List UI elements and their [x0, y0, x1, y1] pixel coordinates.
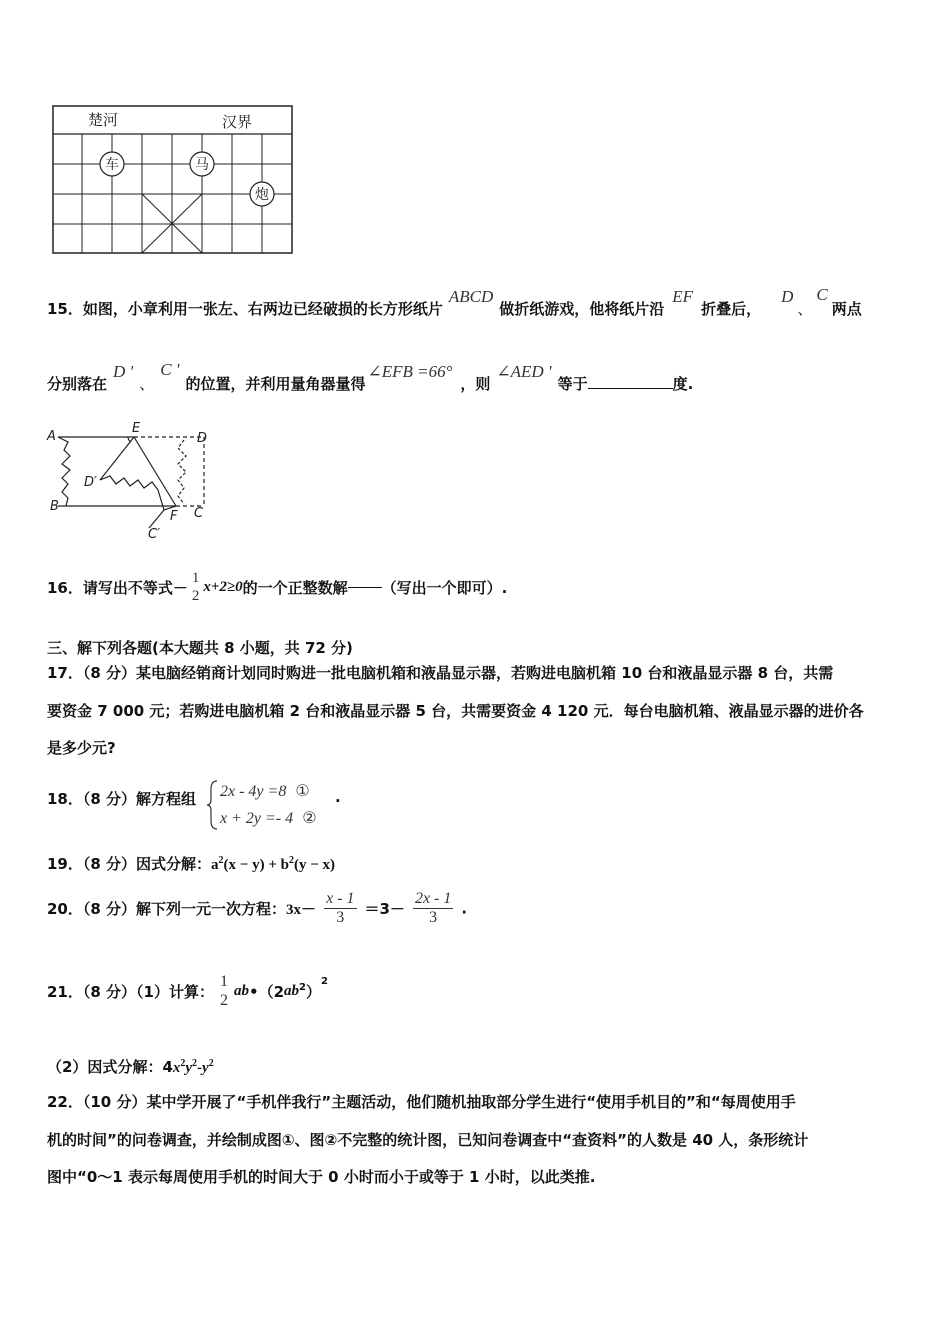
q21-line — [47, 973, 328, 1010]
q22-line-3: 图中“0～1 表示每周使用手机的时间大于 0 小时而小于或等于 1 小时，以此类推. — [47, 1168, 596, 1186]
q15-dprime: D ' — [113, 362, 134, 381]
q20-equals: ＝3－ — [364, 900, 405, 918]
q21-dot: •（2 — [248, 983, 285, 1001]
q19-expression: $a^2(x - y) + b^2(y - x)$ — [211, 855, 336, 873]
q18-equation-1 — [220, 781, 310, 801]
chess-board-figure — [52, 105, 294, 255]
fold-edge-ef — [134, 437, 176, 506]
q15-text-9: 度. — [672, 375, 694, 393]
q15-line-2 — [47, 360, 694, 394]
q16-text-3: （写出一个即可）. — [381, 579, 508, 597]
q20-lhs: 3x－ — [286, 902, 317, 918]
folded-torn-edge — [100, 476, 164, 510]
river-label-left: 楚河 — [88, 111, 119, 129]
q21-fraction: 1 2 — [219, 973, 228, 1009]
q15-c: C — [816, 285, 828, 304]
q19-line — [47, 853, 335, 874]
q16-line — [47, 570, 507, 605]
folded-top-edge — [100, 437, 134, 480]
q16-fraction: 1 2 — [191, 570, 200, 604]
section-3-heading: 三、解下列各题(本大题共 8 小题，共 72 分) — [47, 639, 353, 657]
angle-mark-e — [128, 437, 131, 442]
q16-answer-blank[interactable] — [348, 587, 382, 588]
label-B: B — [50, 499, 59, 514]
q15-angle-efb: ∠EFB =66° — [367, 362, 453, 381]
q16-expr: x+2≥0 — [203, 579, 243, 595]
svg-text:马: 马 — [195, 157, 209, 173]
q19-label: 19．（8 分）因式分解： — [47, 855, 212, 873]
q21b-expression: $x^2y^2-y^2$ — [172, 1058, 214, 1076]
q22-line-2: 机的时间”的问卷调查，并绘制成图①、图②不完整的统计图，已知问卷调查中“查资料”的人数是 40 人，条形统计 — [47, 1131, 809, 1149]
chess-piece-ma — [190, 152, 214, 176]
q20-end: . — [461, 899, 468, 918]
q18-eq2-mark: ② — [302, 810, 317, 827]
q15-sep: 、 — [797, 300, 813, 318]
q15-text-6: 的位置，并利用量角器量得 — [185, 375, 366, 393]
q22-line-1: 22．（10 分）某中学开展了“手机伴我行”主题活动，他们随机抽取部分学生进行“使用手机目的”和“每周使用手 — [47, 1093, 796, 1111]
left-torn-edge — [58, 437, 70, 506]
q15-text-3: 折叠后， — [701, 300, 762, 318]
q15-sep-2: 、 — [139, 375, 155, 393]
q18-eq1-mark: ① — [295, 783, 310, 800]
q15-text-4: 两点 — [831, 300, 862, 318]
q21-close: ） — [305, 983, 321, 1001]
q21b-label: （2）因式分解：4 — [47, 1058, 173, 1076]
fold-figure — [44, 420, 219, 542]
q20-line — [47, 890, 467, 927]
q18-end: . — [335, 788, 341, 806]
q17-line-1: 17．（8 分）某电脑经销商计划同时购进一批电脑机箱和液晶显示器，若购进电脑机箱 10 台和液晶显示器 8 台，共需 — [47, 664, 834, 682]
q18-eq1: 2x - 4y =8 — [220, 783, 287, 800]
q18-equation-2 — [220, 808, 317, 828]
svg-text:炮: 炮 — [255, 187, 269, 203]
q18-eq2: x + 2y =- 4 — [220, 810, 294, 827]
q15-text-7: ，则 — [460, 375, 491, 393]
q21b-line — [47, 1056, 214, 1077]
q20-fraction-1: $\frac{x - 1}{3}$ — [326, 890, 355, 926]
label-D-prime: D′ — [84, 475, 97, 490]
q18-line — [47, 788, 196, 809]
q16-text-2: 的一个正整数解 — [242, 579, 348, 597]
label-D: D — [197, 431, 208, 446]
q21-sup-outer: 2 — [321, 976, 328, 987]
q17-line-3: 是多少元? — [47, 739, 116, 757]
q21-ab: ab — [233, 983, 249, 999]
q21-label: 21．（8 分）（1）计算： — [47, 983, 214, 1001]
label-C-prime: C′ — [148, 527, 161, 542]
right-torn-edge-dashed — [178, 440, 186, 504]
svg-text:车: 车 — [105, 157, 119, 173]
q15-abcd: ABCD — [448, 287, 494, 306]
cprime-edge — [149, 510, 164, 528]
river-label-right: 汉界 — [222, 113, 253, 131]
q16-text-1: 16．请写出不等式－ — [47, 579, 188, 597]
label-C: C — [194, 506, 204, 521]
q15-cprime: C ' — [160, 360, 180, 379]
q15-text-1: 15．如图，小章利用一张左、右两边已经破损的长方形纸片 — [47, 300, 443, 318]
q21-sup-b: 2 — [299, 982, 306, 993]
label-E: E — [132, 421, 141, 436]
q15-ef: EF — [672, 287, 694, 306]
q20-label: 20．（8 分）解下列一元一次方程： — [47, 900, 287, 918]
chess-piece-pao — [250, 182, 274, 206]
q15-text-5: 分别落在 — [47, 375, 108, 393]
chess-piece-che — [100, 152, 124, 176]
q15-line-1 — [47, 285, 862, 319]
q18-brace — [207, 779, 219, 831]
q15-angle-aed: ∠AED ' — [496, 362, 552, 381]
q17-line-2: 要资金 7 000 元；若购进电脑机箱 2 台和液晶显示器 5 台，共需要资金 4 120 元．每台电脑机箱、液晶显示器的进价各 — [47, 702, 864, 720]
q15-answer-blank[interactable] — [588, 388, 673, 389]
label-F: F — [170, 509, 178, 524]
q21-ab2: ab — [284, 983, 300, 999]
q18-label: 18．（8 分）解方程组 — [47, 790, 197, 808]
q20-fraction-2: $\frac{2x - 1}{3}$ — [414, 890, 452, 926]
q15-text-2: 做折纸游戏，他将纸片沿 — [499, 300, 665, 318]
label-A: A — [47, 429, 56, 444]
q15-text-8: 等于 — [557, 375, 588, 393]
q15-d: D — [781, 287, 794, 306]
